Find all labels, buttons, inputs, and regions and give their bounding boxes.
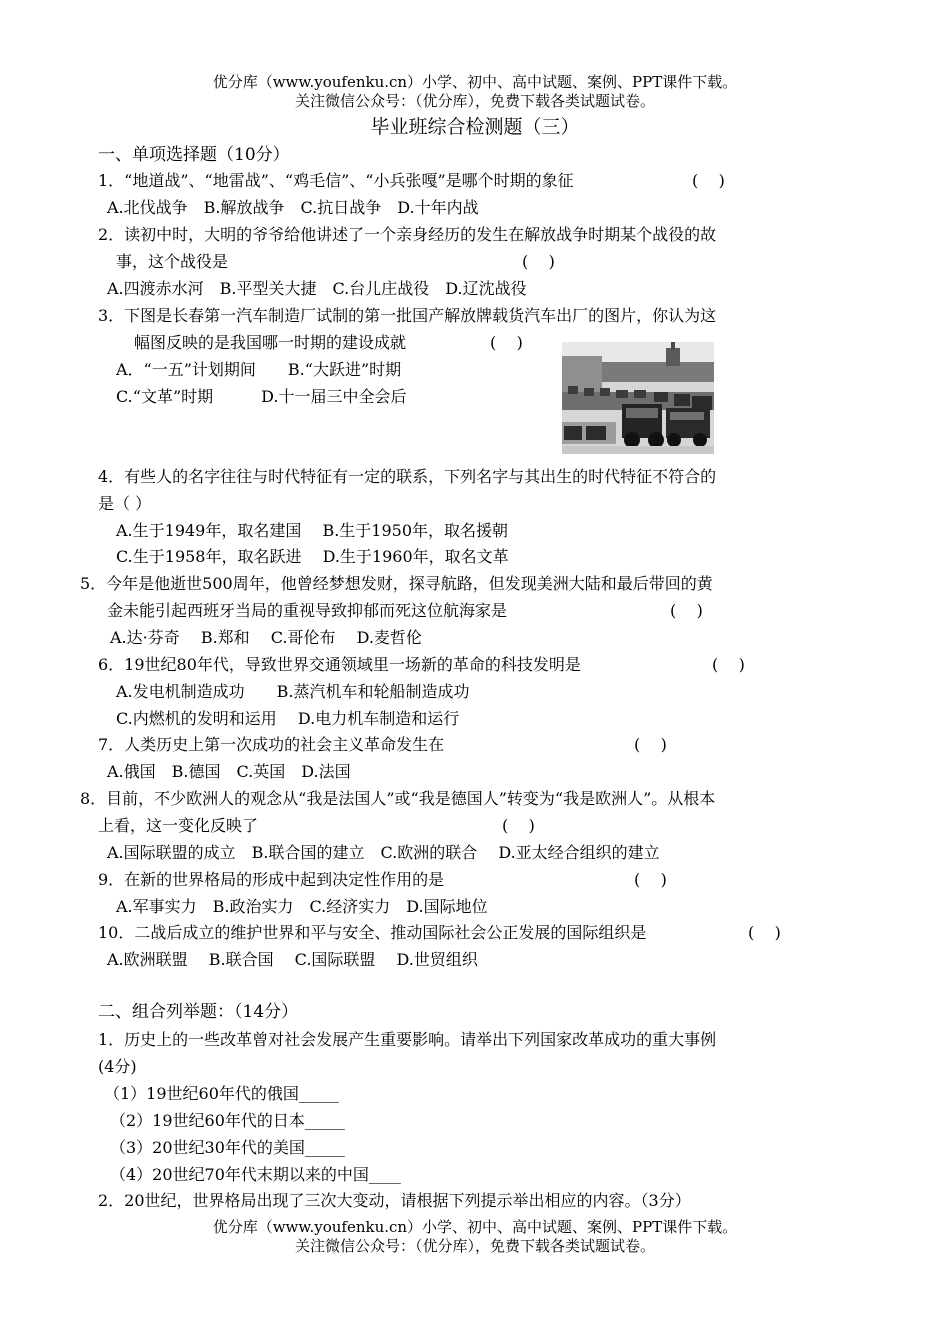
question-8-options: A.国际联盟的成立 B.联合国的建立 C.欧洲的联合 D.亚太经合组织的建立 <box>107 843 660 862</box>
footer-line-2: 关注微信公众号：（优分库），免费下载各类试题试卷。 <box>294 1237 655 1255</box>
question-10-options: A.欧洲联盟 B.联合国 C.国际联盟 D.世贸组织 <box>107 950 478 969</box>
question-6-options-1: A.发电机制造成功 B.蒸汽机车和轮船制造成功 <box>116 682 470 701</box>
question-4-options-2: C.生于1958年，取名跃进 D.生于1960年，取名文革 <box>116 547 509 566</box>
section-2-question-2-text: 2．20世纪，世界格局出现了三次大变动，请根据下列提示举出相应的内容。（3分） <box>98 1191 691 1210</box>
answer-blank-8: ( ) <box>502 816 535 835</box>
question-5-options: A.达·芬奇 B.郑和 C.哥伦布 D.麦哲伦 <box>110 628 422 647</box>
question-4-text-2: 是（ ） <box>98 494 152 513</box>
question-3-text-1: 3．下图是长春第一汽车制造厂试制的第一批国产解放牌载货汽车出厂的图片，你认为这 <box>98 306 717 325</box>
answer-blank-7: ( ) <box>634 735 667 754</box>
question-3-options-1: A．“一五”计划期间 B.“大跃进”时期 <box>116 360 402 379</box>
question-1-text: 1．“地道战”、“地雷战”、“鸡毛信”、“小兵张嘎”是哪个时期的象征 <box>98 171 574 190</box>
question-2-text-2: 事，这个战役是 <box>116 252 229 271</box>
answer-blank-6: ( ) <box>712 655 745 674</box>
section-2-item-3: （3）20世纪30年代的美国_____ <box>110 1138 345 1157</box>
question-4-options-1: A.生于1949年，取名建国 B.生于1950年，取名援朝 <box>116 521 509 540</box>
section-2-item-2: （2）19世纪60年代的日本_____ <box>110 1111 345 1130</box>
header-line-1: 优分库（www.youfenku.cn）小学、初中、高中试题、案例、PPT课件下载。 <box>212 73 738 91</box>
section-1-heading: 一、单项选择题（10分） <box>98 145 290 165</box>
question-7-options: A.俄国 B.德国 C.英国 D.法国 <box>107 762 351 781</box>
section-2-question-1-text-1: 1．历史上的一些改革曾对社会发展产生重要影响。请举出下列国家改革成功的重大事例 <box>98 1030 717 1049</box>
question-5-text-2: 金未能引起西班牙当局的重视导致抑郁而死这位航海家是 <box>107 601 508 620</box>
question-3-options-2: C.“文革”时期 D.十一届三中全会后 <box>116 387 407 406</box>
question-9-options: A.军事实力 B.政治实力 C.经济实力 D.国际地位 <box>116 897 488 916</box>
section-2-item-4: （4）20世纪70年代末期以来的中国____ <box>110 1165 401 1184</box>
question-4-text-1: 4．有些人的名字往往与时代特征有一定的联系，下列名字与其出生的时代特征不符合的 <box>98 467 717 486</box>
truck-photo-graphic <box>562 342 714 454</box>
answer-blank-2: ( ) <box>522 252 555 271</box>
question-6-options-2: C.内燃机的发明和运用 D.电力机车制造和运行 <box>116 709 460 728</box>
question-7-text: 7．人类历史上第一次成功的社会主义革命发生在 <box>98 735 445 754</box>
page-title: 毕业班综合检测题（三） <box>370 116 580 138</box>
answer-blank-10: ( ) <box>748 923 781 942</box>
question-3-text-2: 幅图反映的是我国哪一时期的建设成就 <box>134 333 407 352</box>
footer-line-1: 优分库（www.youfenku.cn）小学、初中、高中试题、案例、PPT课件下载。 <box>212 1218 738 1236</box>
question-2-text-1: 2．读初中时，大明的爷爷给他讲述了一个亲身经历的发生在解放战争时期某个战役的故 <box>98 225 717 244</box>
truck-factory-photo <box>562 342 714 454</box>
question-9-text: 9．在新的世界格局的形成中起到决定性作用的是 <box>98 870 445 889</box>
question-8-text-2: 上看，这一变化反映了 <box>98 816 259 835</box>
answer-blank-1: ( ) <box>692 171 725 190</box>
answer-blank-5: ( ) <box>670 601 703 620</box>
header-line-2: 关注微信公众号：（优分库），免费下载各类试题试卷。 <box>294 92 655 110</box>
question-5-text-1: 5．今年是他逝世500周年，他曾经梦想发财，探寻航路，但发现美洲大陆和最后带回的黄 <box>80 574 713 593</box>
section-2-item-1: （1）19世纪60年代的俄国_____ <box>104 1084 339 1103</box>
section-2-question-1-text-2: (4分) <box>98 1057 137 1076</box>
section-2-heading: 二、组合列举题：（14分） <box>98 1002 299 1022</box>
question-2-options: A.四渡赤水河 B.平型关大捷 C.台儿庄战役 D.辽沈战役 <box>107 279 527 298</box>
answer-blank-9: ( ) <box>634 870 667 889</box>
question-1-options: A.北伐战争 B.解放战争 C.抗日战争 D.十年内战 <box>107 198 479 217</box>
question-6-text: 6．19世纪80年代，导致世界交通领域里一场新的革命的科技发明是 <box>98 655 581 674</box>
question-10-text: 10．二战后成立的维护世界和平与安全、推动国际社会公正发展的国际组织是 <box>98 923 647 942</box>
question-8-text-1: 8．目前，不少欧洲人的观念从“我是法国人”或“我是德国人”转变为“我是欧洲人”。从根本 <box>80 789 716 808</box>
answer-blank-3: ( ) <box>490 333 523 352</box>
